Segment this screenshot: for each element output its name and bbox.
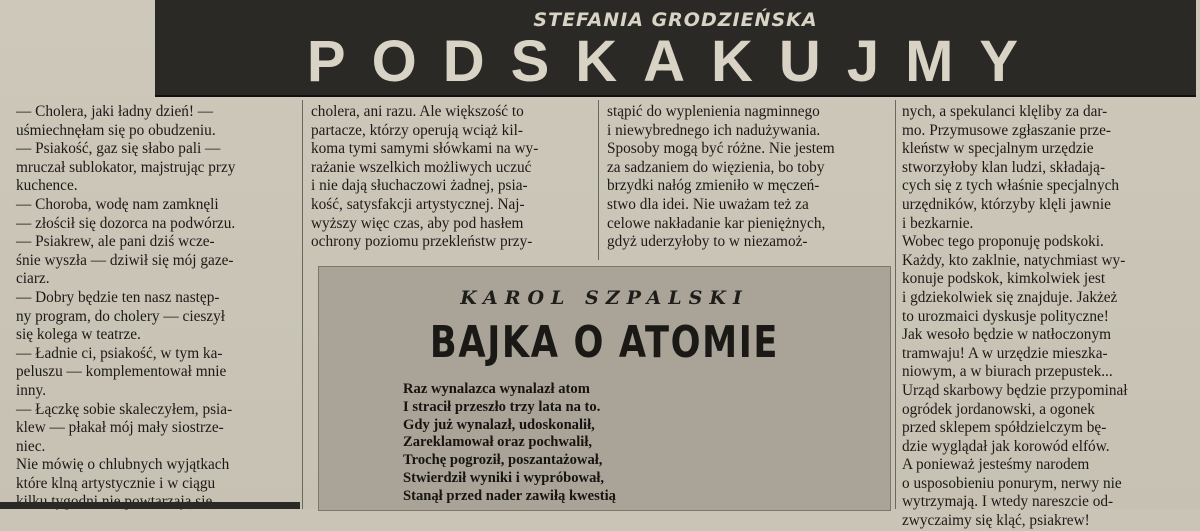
text-line: nych, a spekulanci klęliby za dar- <box>902 103 1108 120</box>
text-line: kuchence. <box>16 177 78 195</box>
poem-line: Stanął przed nader zawiłą kwestią <box>403 487 616 504</box>
text-line: koma tymi samymi słówkami na wy- <box>311 140 539 158</box>
text-line: — Dobry będzie ten nasz następ- <box>16 288 220 306</box>
inset-title: BAJKA O ATOMIE <box>429 317 780 368</box>
text-line: gdyż uderzyłoby to w niezamoż- <box>607 233 808 251</box>
column-divider <box>302 100 303 509</box>
text-column-4 <box>902 103 1192 531</box>
text-line: — Choroba, wodę nam zamknęli <box>16 195 219 213</box>
text-line: wyższy więc czas, aby pod hasłem <box>311 214 524 232</box>
text-line: konuje podskok, kimkolwiek jest <box>902 270 1106 288</box>
text-line: — Łączkę sobie skaleczyłem, psia- <box>16 400 233 418</box>
text-line: cholera, ani razu. Ale większość to <box>311 103 524 120</box>
text-line: które klną artystycznie i w ciągu <box>16 474 216 492</box>
text-line: inny. <box>16 381 47 399</box>
poem-line: I stracił przeszło trzy lata na to. <box>403 398 601 415</box>
text-line: rażanie wszelkich możliwych uczuć <box>311 158 532 176</box>
text-line: niec. <box>16 437 46 455</box>
text-line: peluszu — komplementował mnie <box>16 363 227 381</box>
text-line: — Psiakrew, ale pani dziś wcze- <box>16 233 215 251</box>
text-line: ogródek jordanowski, a ogonek <box>902 400 1095 418</box>
text-line: i niewybrednego ich nadużywania. <box>607 121 821 139</box>
text-line: ochrony poziomu przekleństw przy- <box>311 233 533 251</box>
text-line: niowym, a w biurach przepustek... <box>902 363 1113 381</box>
poem-line: Gdy już wynalazł, udoskonalił, <box>403 416 595 433</box>
text-line: Nie mówię o chlubnych wyjątkach <box>16 456 230 474</box>
text-line: i bezkarnie. <box>902 214 974 232</box>
article-header-banner <box>155 0 1196 97</box>
article-title: PODSKAKUJMY <box>306 29 1045 94</box>
text-line: kość, satysfakcji artystycznej. Naj- <box>311 195 525 213</box>
text-column-1 <box>16 103 296 512</box>
text-line: cych się z tych właśnie specjalnych <box>902 177 1120 195</box>
text-line: Wobec tego proponuję podskoki. <box>902 233 1104 251</box>
text-line: mo. Przymusowe zgłaszanie prze- <box>902 121 1111 139</box>
text-line: partacze, którzy operują wciąż kil- <box>311 121 523 139</box>
text-line: A ponieważ jesteśmy narodem <box>902 456 1090 474</box>
inset-poem-box <box>318 266 891 511</box>
text-line: urzędników, którzyby klęli jawnie <box>902 195 1111 213</box>
bottom-rule <box>0 502 300 509</box>
text-line: Urząd skarbowy będzie przypominał <box>902 381 1128 399</box>
poem-text <box>403 381 616 506</box>
text-line: stwo dla idei. Nie uważam też za <box>607 195 809 213</box>
text-line: stąpić do wyplenienia nagminnego <box>607 103 820 120</box>
text-line: się kolega w teatrze. <box>16 326 141 344</box>
text-line: celowe nakładanie kar pieniężnych, <box>607 214 826 232</box>
text-line: zwyczaimy się kląć, psiakrew! <box>902 512 1090 530</box>
text-line: brzydki nałóg zmieniło w męczeń- <box>607 177 820 195</box>
text-line: i gdziekolwiek się znajduje. Jakżeż <box>902 288 1118 306</box>
poem-line: Zareklamował oraz pochwalił, <box>403 434 593 451</box>
text-line: klew — płakał mój mały siostrze- <box>16 419 224 437</box>
text-line: i nie dają słuchaczowi żadnej, psia- <box>311 177 528 195</box>
text-line: to urozmaici dyskusje polityczne! <box>902 307 1109 325</box>
inset-author: KAROL SZPALSKI <box>460 287 749 309</box>
article-author: STEFANIA GRODZIEŃSKA <box>533 9 818 31</box>
text-line: Każdy, kto zaklnie, natychmiast wy- <box>902 251 1126 269</box>
text-line: o usposobieniu ponurym, nerwy nie <box>902 474 1122 492</box>
poem-line: Stwierdził wyniki i wypróbował, <box>403 469 605 486</box>
text-line: przed sklepem spółdzielczym bę- <box>902 419 1107 437</box>
text-line: śnie wyszła — dziwił się mój gaze- <box>16 251 234 269</box>
text-line: mruczał sublokator, majstrując przy <box>16 158 236 176</box>
text-line: wytrzymają. I wtedy nareszcie od- <box>902 493 1114 511</box>
text-line: — Psiakość, gaz się słabo pali — <box>16 140 221 158</box>
text-line: — złościł się dozorca na podwórzu. <box>16 214 236 232</box>
column-divider <box>598 100 599 260</box>
text-line: — Cholera, jaki ładny dzień! — <box>16 103 214 120</box>
text-line: uśmiechnęłam się po obudzeniu. <box>16 121 216 139</box>
column-divider <box>895 100 896 509</box>
text-line: — Ładnie ci, psiakość, w tym ka- <box>16 344 223 362</box>
text-column-3 <box>607 103 892 252</box>
text-line: stworzyłoby klan ludzi, składają- <box>902 158 1106 176</box>
text-line: ny program, do cholery — cieszył <box>16 307 225 325</box>
text-line: Sposoby mogą być różne. Nie jestem <box>607 140 835 158</box>
poem-line: Trochę pogroził, poszantażował, <box>403 452 603 469</box>
text-line: za sadzaniem do więzienia, bo toby <box>607 158 825 176</box>
text-line: kleństw w specjalnym urzędzie <box>902 140 1094 158</box>
poem-line: Raz wynalazca wynalazł atom <box>403 381 590 397</box>
text-line: Jak wesoło będzie w natłoczonym <box>902 326 1111 344</box>
text-line: tramwaju! A w urzędzie mieszka- <box>902 344 1108 362</box>
text-line: ciarz. <box>16 270 50 288</box>
text-line: dzie wyglądał jak korowód elfów. <box>902 437 1110 455</box>
text-column-2 <box>311 103 591 252</box>
